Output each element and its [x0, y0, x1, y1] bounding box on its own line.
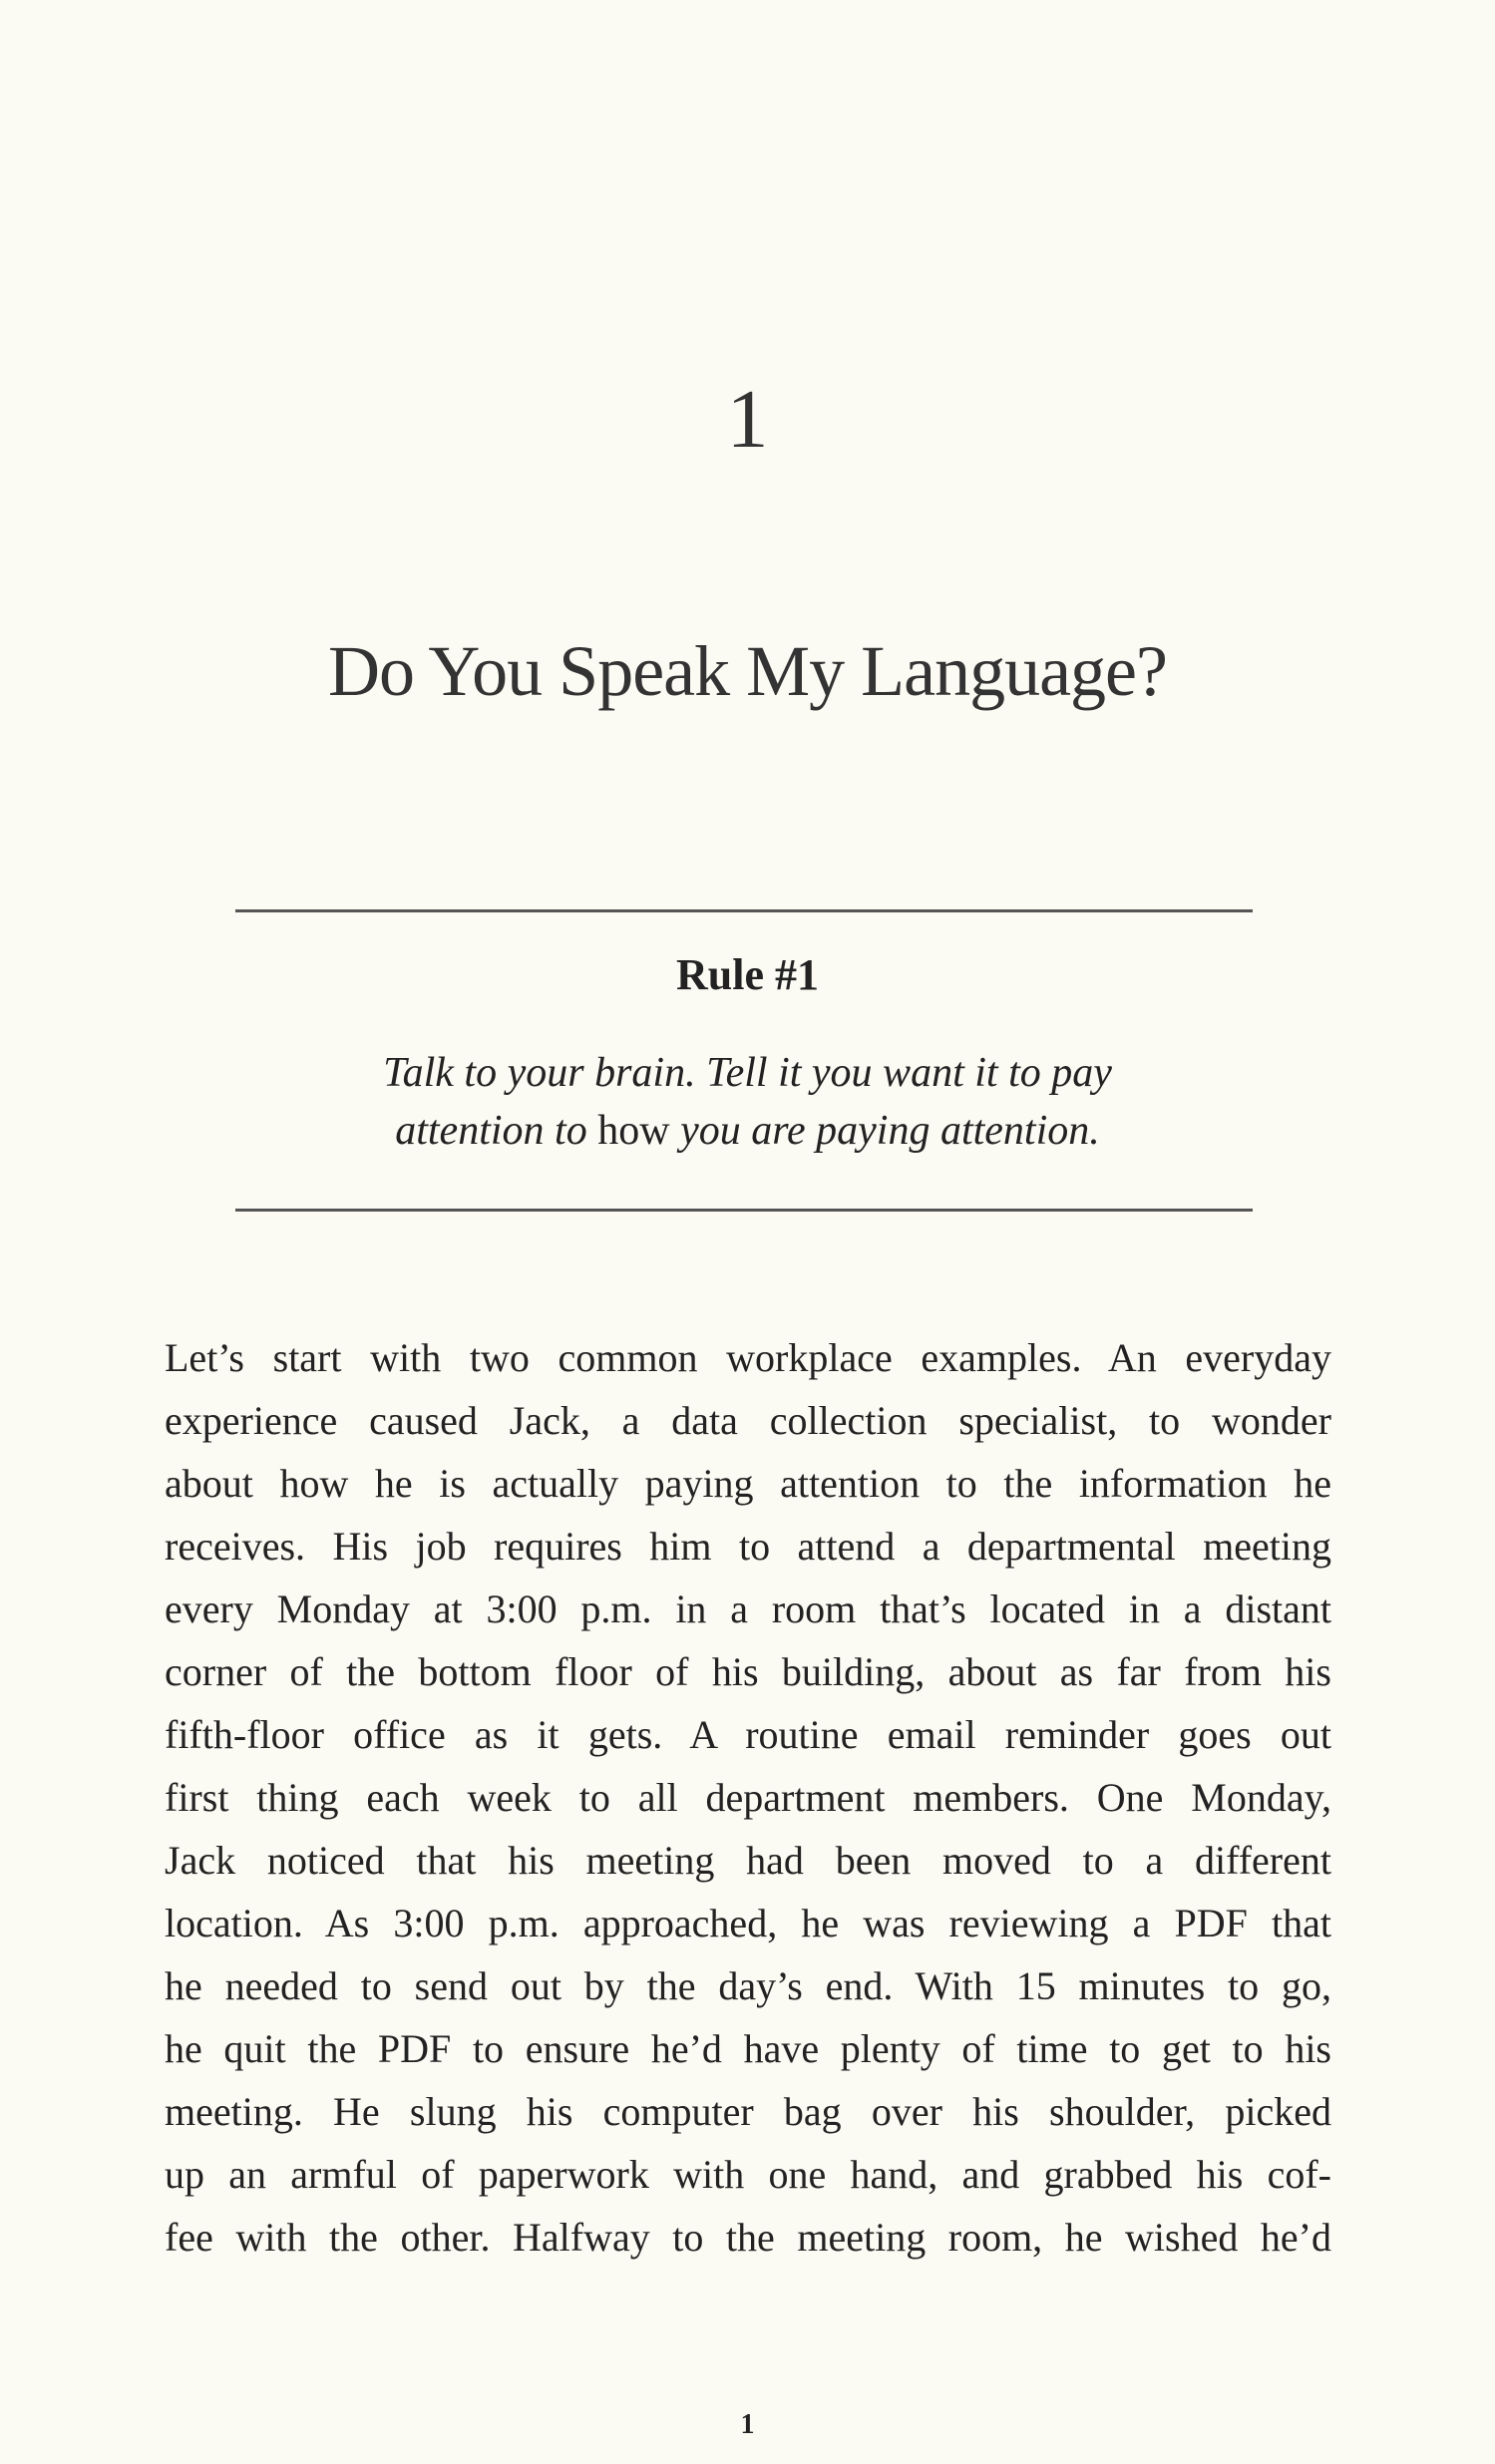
- body-line: every Monday at 3:00 p.m. in a room that’s located in a distant: [165, 1586, 1331, 1631]
- chapter-number: 1: [726, 373, 769, 466]
- rule-heading: Rule #1: [676, 950, 819, 999]
- body-line: fifth-floor office as it gets. A routine email reminder goes out: [165, 1712, 1331, 1757]
- top-divider: [235, 909, 1253, 912]
- rule-text-italic: Talk to your brain. Tell it you want it to pay: [383, 1050, 1112, 1096]
- body-line: meeting. He slung his computer bag over his shoulder, picked: [165, 2089, 1331, 2134]
- body-paragraph: [165, 1326, 1331, 2269]
- rule-text-italic: you are paying attention.: [669, 1108, 1100, 1154]
- body-line: corner of the bottom floor of his building, about as far from his: [165, 1649, 1331, 1694]
- rule-text-line-1: [0, 1049, 1495, 1097]
- body-line: Let’s start with two common workplace examples. An everyday: [165, 1335, 1331, 1380]
- body-line: first thing each week to all department members. One Monday,: [165, 1775, 1331, 1820]
- page-number: 1: [740, 2409, 755, 2440]
- body-line: receives. His job requires him to attend a departmental meeting: [165, 1524, 1331, 1569]
- rule-text-italic: attention to: [395, 1108, 598, 1154]
- body-line: he quit the PDF to ensure he’d have plenty of time to get to his: [165, 2026, 1331, 2071]
- body-line: fee with the other. Halfway to the meeting room, he wished he’d: [165, 2215, 1331, 2260]
- body-line: location. As 3:00 p.m. approached, he was reviewing a PDF that: [165, 1901, 1331, 1945]
- body-line: he needed to send out by the day’s end. With 15 minutes to go,: [165, 1963, 1331, 2008]
- body-line: Jack noticed that his meeting had been moved to a different: [165, 1838, 1331, 1883]
- body-line: up an armful of paperwork with one hand, and grabbed his cof-: [165, 2152, 1331, 2197]
- body-line: about how he is actually paying attention to the information he: [165, 1461, 1331, 1506]
- rule-text-line-2: [0, 1107, 1495, 1155]
- chapter-title: Do You Speak My Language?: [328, 631, 1167, 711]
- body-line: experience caused Jack, a data collection specialist, to wonder: [165, 1398, 1331, 1443]
- bottom-divider: [235, 1209, 1253, 1212]
- rule-text-roman: how: [597, 1108, 670, 1154]
